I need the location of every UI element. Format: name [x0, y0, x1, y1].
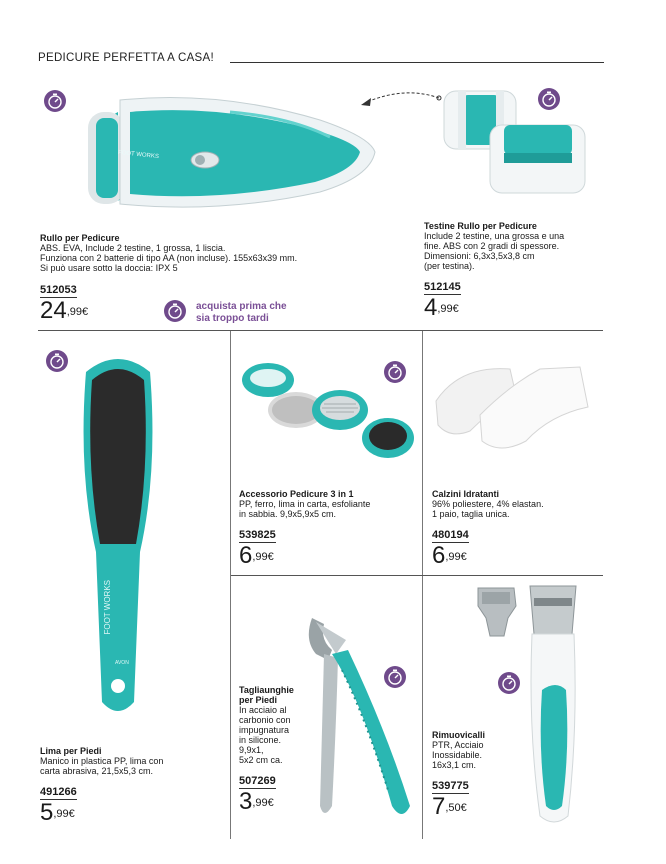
product-code: 491266: [40, 786, 77, 798]
product-desc-3: Si può usare sotto la doccia: IPX 5: [40, 263, 178, 273]
product-desc-1: 96% poliestere, 4% elastan.: [432, 499, 544, 509]
product-desc-6: 5x2 cm ca.: [239, 755, 283, 765]
product-code: 539825: [239, 529, 276, 541]
product-desc-4: in silicone.: [239, 735, 282, 745]
product-desc-1: Manico in plastica PP, lima con: [40, 756, 164, 766]
product-price: [432, 544, 544, 568]
timer-icon: [46, 350, 68, 372]
product-desc-2: in sabbia. 9,9x5,9x5 cm.: [239, 509, 337, 519]
divider-mid: [231, 575, 603, 576]
price-decimal: ,99€: [252, 797, 274, 809]
price-integer: 6: [239, 542, 253, 569]
arrow-icon: [355, 88, 445, 118]
title-rule: [230, 62, 604, 63]
product-price: [40, 801, 163, 825]
product-desc-1: In acciaio al: [239, 705, 287, 715]
price-integer: 3: [239, 788, 253, 815]
price-decimal: ,99€: [53, 808, 75, 820]
foot-file-image: [78, 352, 158, 722]
product-code: 539775: [432, 780, 469, 792]
price-decimal: ,99€: [66, 306, 89, 318]
roller-brand: FOOT WORKS: [117, 149, 160, 161]
timer-icon: [164, 300, 186, 322]
product-price: [424, 296, 564, 320]
product-price: [239, 790, 294, 814]
product-desc-2: carta abrasiva, 21,5x5,3 cm.: [40, 766, 154, 776]
product-accessorio: [239, 489, 370, 568]
divider-v1: [230, 331, 231, 839]
product-price: [432, 795, 485, 819]
price-integer: 5: [40, 799, 54, 826]
product-code: 480194: [432, 529, 469, 541]
price-integer: 6: [432, 542, 446, 569]
callus-remover-image: [470, 580, 600, 830]
socks-image: [430, 355, 600, 455]
promo-text: [196, 301, 287, 325]
product-desc-1: PTR, Acciaio: [432, 740, 484, 750]
foot-roller-image: [80, 82, 380, 217]
product-name-1: Tagliaunghie: [239, 685, 294, 695]
product-name: Lima per Piedi: [40, 746, 102, 756]
product-lima: [40, 746, 163, 825]
product-desc-2: carbonio con: [239, 715, 291, 725]
product-desc-4: (per testina).: [424, 261, 475, 271]
price-integer: 7: [432, 793, 446, 820]
product-desc-2: 1 paio, taglia unica.: [432, 509, 510, 519]
product-name: Rullo per Pedicure: [40, 233, 120, 243]
price-decimal: ,99€: [252, 551, 274, 563]
product-rimuovicalli: [432, 730, 485, 819]
product-name: Accessorio Pedicure 3 in 1: [239, 489, 354, 499]
promo-line-1: acquista prima che: [196, 301, 287, 312]
product-testine: [424, 221, 564, 320]
product-desc-1: Include 2 testine, una grossa e una: [424, 231, 565, 241]
product-calzini: [432, 489, 544, 568]
file-brand: FOOT WORKS: [103, 580, 112, 635]
product-desc-3: Dimensioni: 6,3x3,5x3,8 cm: [424, 251, 535, 261]
promo-line-2: sia troppo tardi: [196, 313, 269, 324]
price-decimal: ,99€: [437, 303, 459, 315]
product-name: Calzini Idratanti: [432, 489, 500, 499]
product-code: 507269: [239, 775, 276, 787]
product-desc-3: impugnatura: [239, 725, 290, 735]
page-title: PEDICURE PERFETTA A CASA!: [38, 52, 214, 64]
nail-clipper-image: [302, 610, 417, 830]
product-name-2: per Piedi: [239, 695, 278, 705]
price-integer: 4: [424, 294, 438, 321]
file-sub-brand: AVON: [115, 660, 129, 666]
timer-icon: [44, 90, 66, 112]
roller-heads-image: [438, 85, 588, 200]
price-decimal: ,99€: [445, 551, 467, 563]
price-integer: 24: [40, 297, 67, 324]
product-desc-1: ABS. EVA, Include 2 testine, 1 grossa, 1 liscia.: [40, 243, 226, 253]
price-decimal: ,50€: [445, 802, 467, 814]
product-name: Testine Rullo per Pedicure: [424, 221, 537, 231]
product-desc-2: fine. ABS con 2 gradi di spessore.: [424, 241, 560, 251]
product-desc-2: Funziona con 2 batterie di tipo AA (non incluse). 155x63x39 mm.: [40, 253, 298, 263]
pedicure-accessory-image: [238, 350, 418, 475]
divider-top: [38, 330, 603, 331]
product-desc-3: 16x3,1 cm.: [432, 760, 477, 770]
product-desc-1: PP, ferro, lima in carta, esfoliante: [239, 499, 371, 509]
divider-v2: [422, 331, 423, 839]
product-desc-5: 9,9x1,: [239, 745, 264, 755]
product-price: [239, 544, 370, 568]
product-desc-2: Inossidabile.: [432, 750, 483, 760]
product-tagliaunghie: [239, 685, 294, 814]
product-code: 512053: [40, 284, 77, 296]
product-code: 512145: [424, 281, 461, 293]
product-name: Rimuovicalli: [432, 730, 486, 740]
